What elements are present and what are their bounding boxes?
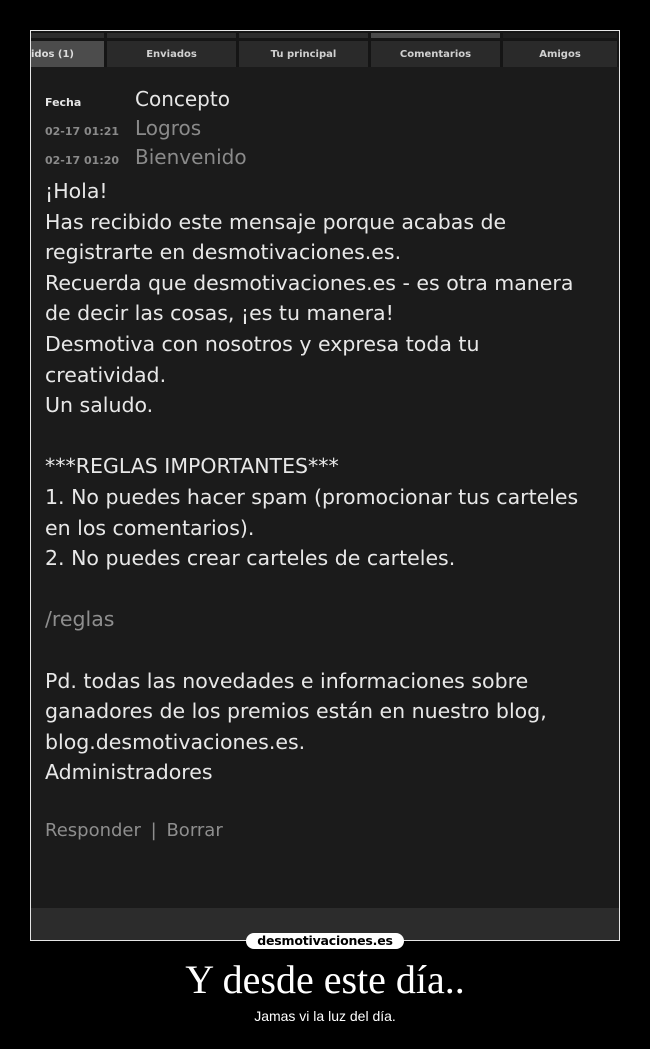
row-concept[interactable]: Bienvenido [135, 145, 247, 169]
concept-header: Concepto [135, 87, 230, 111]
tab-strip [31, 33, 104, 38]
tab-bar [31, 31, 619, 67]
tab-recibidos[interactable] [31, 33, 104, 67]
table-header [45, 87, 619, 116]
tab-label: Amigos [503, 41, 617, 67]
message-line: Administradores [45, 760, 213, 785]
message-actions [45, 820, 223, 841]
tab-strip [239, 33, 368, 38]
message-line: Pd. todas las novedades e informaciones sobre [45, 668, 529, 693]
tab-label: Comentarios [371, 41, 500, 67]
poster-subtitle: Jamas vi la luz del día. [254, 1008, 396, 1024]
action-separator: | [150, 820, 157, 841]
row-date: 02-17 01:20 [45, 154, 120, 167]
message-line: Recuerda que desmotivaciones.es - es otra manera [45, 270, 574, 295]
message-body [45, 176, 619, 788]
message-line: ¡Hola! [45, 179, 108, 203]
tab-tu-principal[interactable] [239, 33, 368, 67]
site-logo: desmotivaciones.es [246, 933, 404, 949]
message-line: Un saludo. [45, 393, 154, 418]
screenshot-frame [30, 30, 620, 941]
reply-link[interactable]: Responder [45, 820, 141, 841]
message-line: 1. No puedes hacer spam (promocionar tus carteles [45, 484, 579, 509]
rules-heading: ***REGLAS IMPORTANTES*** [45, 454, 339, 479]
tab-amigos[interactable] [503, 33, 617, 67]
tab-label: Tu principal [239, 41, 368, 67]
message-line: blog.desmotivaciones.es. [45, 729, 306, 754]
tab-strip [107, 33, 236, 38]
table-row[interactable] [45, 116, 619, 145]
tab-enviados[interactable] [107, 33, 236, 67]
message-line: registrarte en desmotivaciones.es. [45, 240, 402, 265]
row-date: 02-17 01:21 [45, 125, 120, 138]
message-line: de decir las cosas, ¡es tu manera! [45, 301, 394, 326]
tab-label: idos (1) [31, 41, 104, 67]
rules-link[interactable]: /reglas [45, 607, 115, 632]
message-line: creatividad. [45, 362, 167, 387]
tab-strip [371, 33, 500, 38]
blank-line [45, 635, 619, 666]
message-line: 2. No puedes crear carteles de carteles. [45, 546, 456, 571]
tab-strip [503, 33, 617, 38]
message-line: Has recibido este mensaje porque acabas de [45, 209, 507, 234]
message-content [45, 87, 619, 788]
poster-title: Y desde este día.. [185, 957, 465, 1002]
message-line: ganadores de los premios están en nuestro blog, [45, 699, 547, 724]
blank-line [45, 574, 619, 605]
tab-comentarios[interactable] [371, 33, 500, 67]
table-row[interactable] [45, 145, 619, 174]
blank-line [45, 421, 619, 452]
row-concept[interactable]: Logros [135, 116, 202, 140]
date-header: Fecha [45, 96, 82, 109]
delete-link[interactable]: Borrar [166, 820, 223, 841]
message-line: Desmotiva con nosotros y expresa toda tu [45, 331, 480, 356]
message-line: en los comentarios). [45, 515, 255, 540]
tab-label: Enviados [107, 41, 236, 67]
